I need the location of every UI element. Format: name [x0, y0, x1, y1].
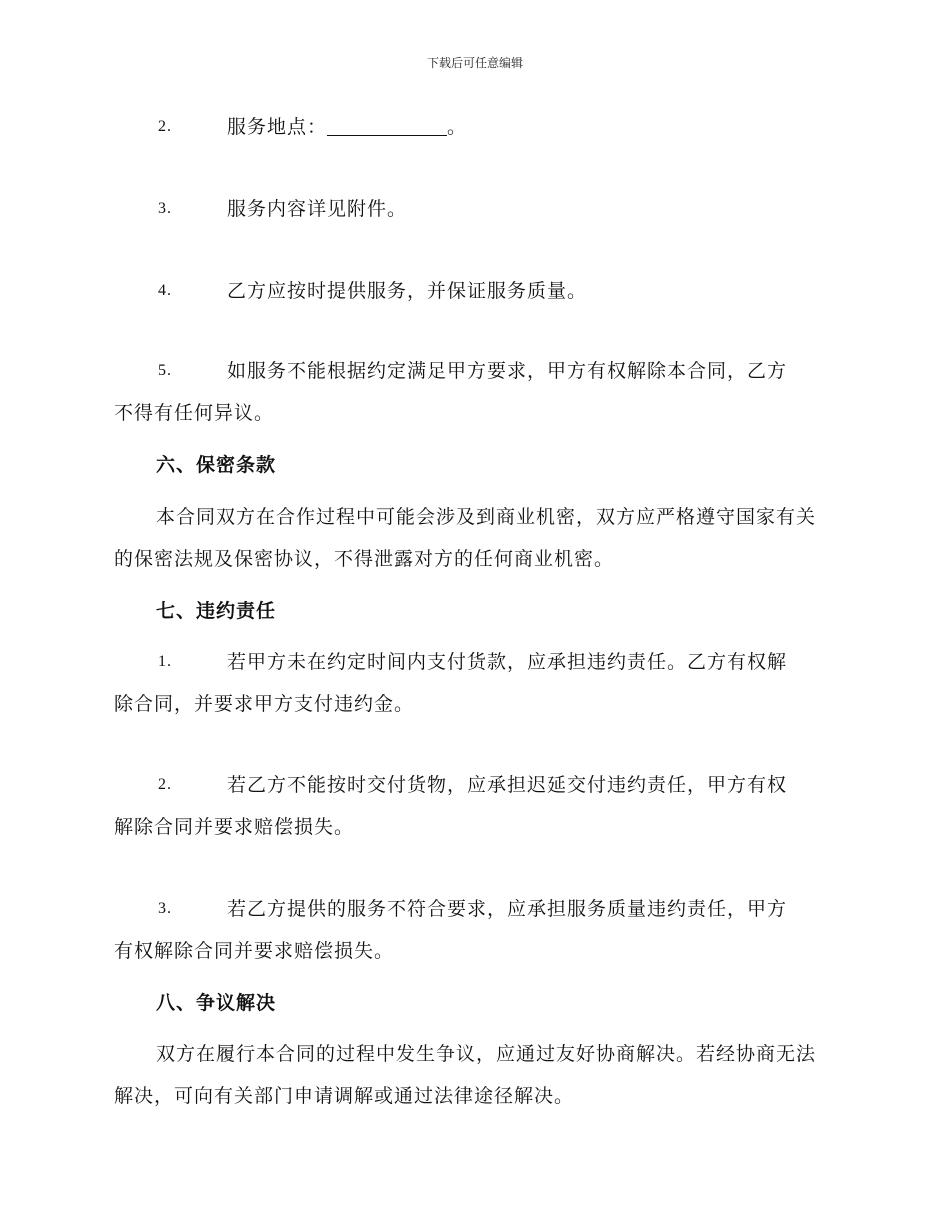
- item-number: 5.: [158, 362, 172, 379]
- item-text-line2: 有权解除合同并要求赔偿损失。: [114, 940, 395, 962]
- item-text-line1: 若甲方未在约定时间内支付货款，应承担违约责任。乙方有权解: [227, 651, 788, 673]
- item-number: 2.: [158, 118, 172, 135]
- section-heading: 八、争议解决: [156, 992, 277, 1014]
- blank-field: [327, 113, 447, 136]
- list-item: [114, 888, 834, 972]
- page-header: 下载后可任意编辑: [426, 56, 523, 70]
- item-number: 2.: [158, 776, 172, 793]
- paragraph: 本合同双方在合作过程中可能会涉及到商业机密，双方应严格遵守国家有关的保密法规及保密协议，不得泄露对方的任何商业机密。: [114, 506, 817, 570]
- item-text-line1: 如服务不能根据约定满足甲方要求，甲方有权解除本合同，乙方: [227, 360, 788, 382]
- paragraph: 双方在履行本合同的过程中发生争议，应通过友好协商解决。若经协商无法解决，可向有关部门申请调解或通过法律途径解决。: [114, 1043, 817, 1107]
- item-text-line2: 解除合同并要求赔偿损失。: [114, 816, 355, 838]
- item-text: 乙方应按时提供服务，并保证服务质量。: [227, 280, 588, 302]
- item-text: 服务内容详见附件。: [227, 198, 408, 220]
- item-text: 服务地点： 。: [114, 106, 834, 148]
- item-number: 4.: [158, 282, 172, 299]
- section-heading: 六、保密条款: [156, 454, 277, 476]
- section-heading: 七、违约责任: [156, 600, 277, 622]
- list-item: [114, 270, 834, 312]
- item-number: 3.: [158, 900, 172, 917]
- list-item: [114, 188, 834, 230]
- item-text-line2: 不得有任何异议。: [114, 402, 275, 424]
- list-item: [114, 106, 834, 148]
- list-item: [114, 641, 834, 725]
- item-number: 3.: [158, 200, 172, 217]
- list-item: [114, 764, 834, 848]
- item-text-line2: 除合同，并要求甲方支付违约金。: [114, 693, 415, 715]
- list-item: [114, 350, 834, 434]
- item-text-line1: 若乙方提供的服务不符合要求，应承担服务质量违约责任，甲方: [227, 898, 788, 920]
- item-text-line1: 若乙方不能按时交付货物，应承担迟延交付违约责任，甲方有权: [227, 774, 788, 796]
- item-number: 1.: [158, 653, 172, 670]
